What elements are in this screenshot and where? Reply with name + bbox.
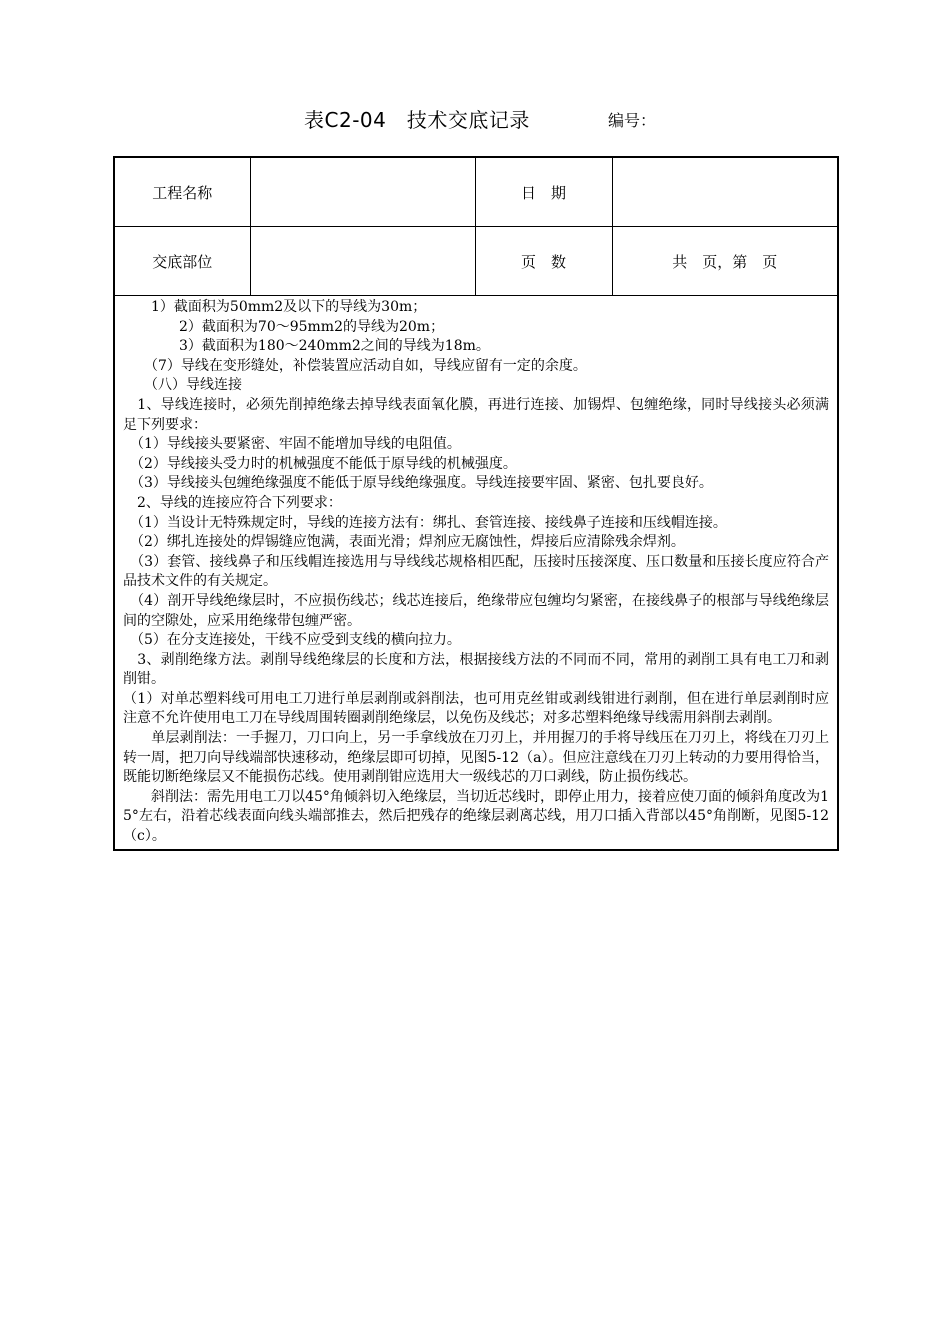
date-label: 日 期 bbox=[475, 157, 612, 227]
content-paragraph: （3）套管、接线鼻子和压线帽连接选用与导线线芯规格相匹配，压接时压接深度、压口数量和压接长度应符合产品技术文件的有关规定。 bbox=[123, 553, 829, 590]
page-title: 表C2-04 技术交底记录 bbox=[304, 108, 530, 132]
content-row bbox=[114, 296, 838, 850]
content-paragraph: （1）当设计无特殊规定时，导线的连接方法有：绑扎、套管连接、接线鼻子连接和压线帽连接。 bbox=[123, 514, 727, 531]
content-paragraph: 2、导线的连接应符合下列要求： bbox=[123, 494, 342, 511]
content-paragraph: 3、剥削绝缘方法。剥削导线绝缘层的长度和方法，根据接线方法的不同而不同，常用的剥削工具有电工刀和剥削钳。 bbox=[123, 651, 829, 688]
pages-value: 共 页，第 页 bbox=[612, 227, 838, 296]
content-paragraph: （2）绑扎连接处的焊锡缝应饱满，表面光滑；焊剂应无腐蚀性，焊接后应清除残余焊剂。 bbox=[123, 534, 685, 551]
content-paragraph: （1）导线接头要紧密、牢固不能增加导线的电阻值。 bbox=[123, 436, 461, 453]
date-value[interactable] bbox=[612, 157, 838, 227]
content-paragraph: 2）截面积为70～95mm2的导线为20m； bbox=[123, 318, 445, 335]
content-paragraph: （7）导线在变形缝处，补偿装置应活动自如，导线应留有一定的余度。 bbox=[123, 357, 587, 374]
content-paragraph: 1、导线连接时，必须先削掉绝缘去掉导线表面氧化膜，再进行连接、加锡焊、包缠绝缘，同时导线接头必须满足下列要求： bbox=[123, 396, 829, 433]
content-paragraph: 1）截面积为50mm2及以下的导线为30m； bbox=[123, 299, 427, 315]
section-row bbox=[114, 227, 838, 296]
content-paragraph: 3）截面积为180～240mm2之间的导线为18m。 bbox=[123, 338, 490, 355]
content-paragraph: （2）导线接头受力时的机械强度不能低于原导线的机械强度。 bbox=[123, 455, 517, 472]
content-paragraph: （八）导线连接 bbox=[123, 377, 242, 394]
content-paragraph: （5）在分支连接处，干线不应受到支线的横向拉力。 bbox=[123, 632, 461, 649]
section-label: 交底部位 bbox=[114, 227, 250, 296]
page-header bbox=[0, 104, 950, 134]
content-paragraph: 单层剥削法：一手握刀，刀口向上，另一手拿线放在刀刃上，并用握刀的手将导线压在刀刃上，将线在刀刃上转一周，把刀向导线端部快速移动，绝缘层即可切掉，见图5-12（a）。但应注意线在刀刃上转动的力要用得恰当，既能切断绝缘层又不能损伤芯线。使用剥削钳应选用大一级线芯的刀口剥线，防止损伤线芯。 bbox=[123, 730, 829, 786]
section-value[interactable] bbox=[250, 227, 475, 296]
content-paragraph: （1）对单芯塑料线可用电工刀进行单层剥削或斜削法，也可用克丝钳或剥线钳进行剥削，但在进行单层剥削时应注意不允许使用电工刀在导线周围转圈剥削绝缘层，以免伤及线芯；对多芯塑料绝缘导线需用斜削去剥削。 bbox=[123, 690, 829, 727]
content-paragraph: 斜削法：需先用电工刀以45°角倾斜切入绝缘层，当切近芯线时，即停止用力，接着应使刀面的倾斜角度改为15°左右，沿着芯线表面向线头端部推去，然后把残存的绝缘层剥离芯线，用刀口插入背部以45°角削断，见图5-12（c）。 bbox=[123, 788, 829, 845]
project-name-row bbox=[114, 157, 838, 227]
record-table bbox=[113, 156, 839, 851]
project-name-value[interactable] bbox=[250, 157, 475, 227]
content-paragraph: （4）剖开导线绝缘层时，不应损伤线芯；线芯连接后，绝缘带应包缠均匀紧密，在接线鼻子的根部与导线绝缘层间的空隙处，应采用绝缘带包缠严密。 bbox=[123, 592, 829, 629]
content-paragraph: （3）导线接头包缠绝缘强度不能低于原导线绝缘强度。导线连接要牢固、紧密、包扎要良好。 bbox=[123, 475, 713, 492]
serial-number-label: 编号： bbox=[608, 111, 657, 130]
content-cell bbox=[114, 296, 838, 850]
pages-label: 页 数 bbox=[475, 227, 612, 296]
project-name-label: 工程名称 bbox=[114, 157, 250, 227]
